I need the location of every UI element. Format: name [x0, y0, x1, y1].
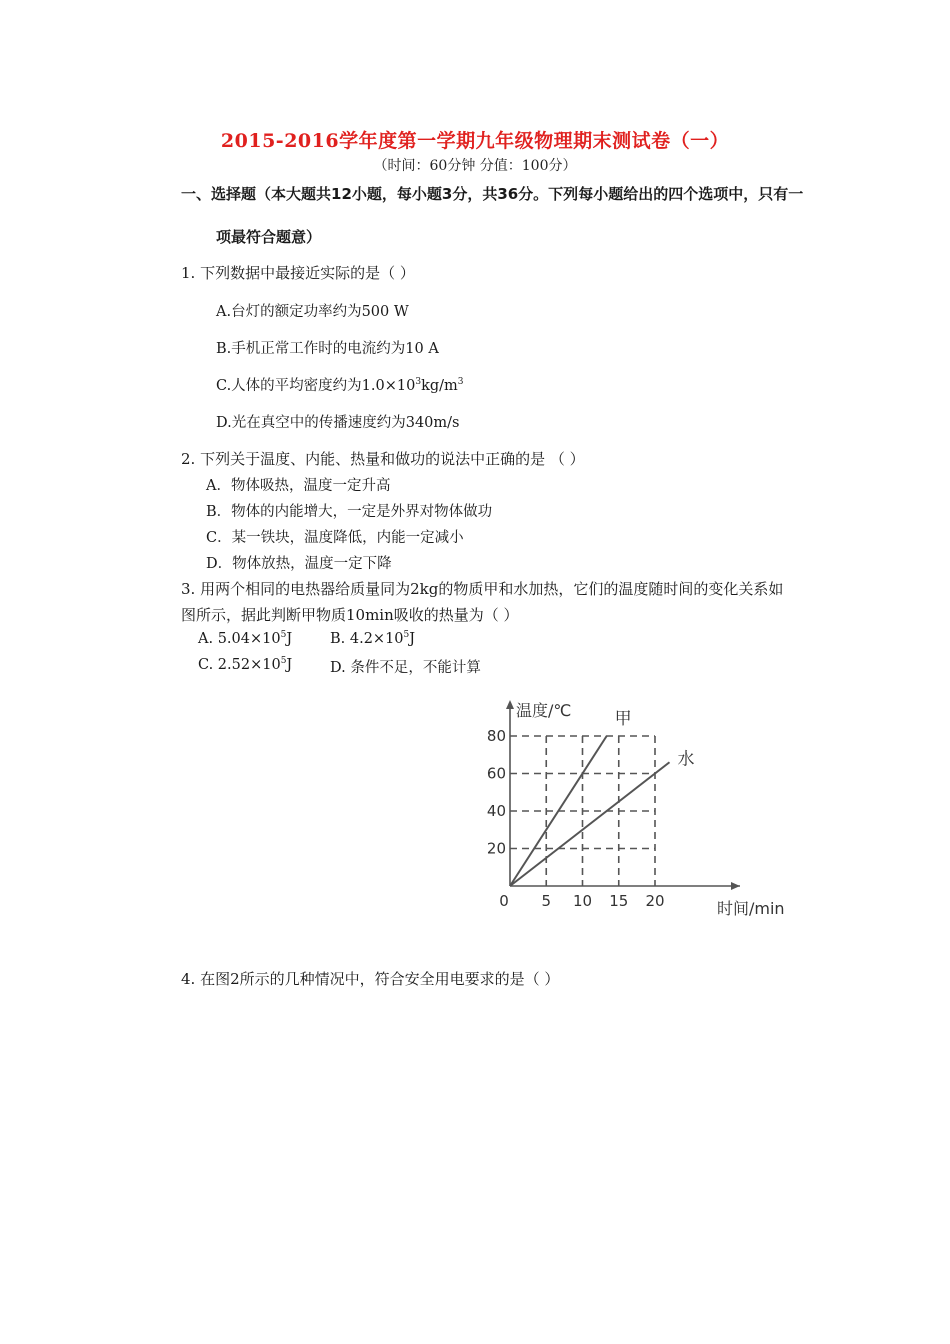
section-heading-line2: 项最符合题意） — [216, 228, 322, 246]
question-2-option-c: C．某一铁块，温度降低，内能一定减小 — [206, 530, 464, 546]
question-2-option-d: D．物体放热，温度一定下降 — [206, 556, 392, 572]
exam-title: 2015-2016学年度第一学期九年级物理期末测试卷（一） — [220, 130, 730, 152]
y-tick-label-0: 20 — [486, 839, 506, 858]
question-2-option-a: A．物体吸热，温度一定升高 — [206, 478, 391, 494]
x-tick-label-2: 10 — [572, 892, 593, 910]
temperature-time-chart — [480, 690, 790, 930]
question-2-stem: 2. 下列关于温度、内能、热量和做功的说法中正确的是 （ ） — [181, 450, 585, 468]
series-label-jia: 甲 — [614, 709, 632, 729]
question-3-stem-line2: 图所示，据此判断甲物质10min吸收的热量为（ ） — [181, 606, 519, 624]
question-1-option-d: D.光在真空中的传播速度约为340m/s — [216, 415, 460, 431]
question-1-option-b: B.手机正常工作时的电流约为10 A — [216, 341, 439, 357]
x-tick-label-3: 15 — [609, 892, 629, 910]
x-tick-label-1: 5 — [541, 892, 552, 910]
question-3-option-b: B. $4.2\times 10^5J$ — [330, 630, 416, 647]
question-4-stem: 4. 在图2所示的几种情况中，符合安全用电要求的是（ ） — [181, 970, 560, 988]
chart-grid — [510, 736, 655, 886]
question-3-option-a: A. $5.04\times 10^5J$ — [198, 630, 293, 647]
exam-subtitle: （时间：60分钟 分值：100分） — [373, 158, 577, 174]
question-3-stem-line1: 3. 用两个相同的电热器给质量同为2kg的物质甲和水加热，它们的温度随时间的变化关系如 — [181, 580, 784, 598]
x-axis-arrow — [731, 882, 740, 890]
y-tick-label-2: 60 — [486, 764, 506, 783]
question-1-stem: 1. 下列数据中最接近实际的是（ ） — [181, 264, 415, 282]
y-axis-arrow — [506, 700, 514, 709]
y-tick-label-3: 80 — [486, 727, 506, 745]
question-3-option-d: D. 条件不足，不能计算 — [330, 660, 481, 676]
question-3-option-c: C. $2.52\times 10^5J$ — [198, 656, 293, 673]
series-label-water: 水 — [677, 749, 695, 770]
question-1-option-a: A.台灯的额定功率约为500 W — [216, 304, 409, 320]
y-tick-label-1: 40 — [486, 802, 506, 820]
section-heading-line1: 一、选择题（本大题共12小题，每小题3分，共36分。下列每小题给出的四个选项中，只有一 — [181, 185, 804, 203]
y-axis-label: 温度/℃ — [516, 701, 572, 720]
x-tick-label-0: 0 — [499, 892, 509, 910]
chart-svg — [480, 690, 790, 930]
question-1-option-c: C.人体的平均密度约为$1.0\times 10^3kg/m^3$ — [216, 377, 464, 394]
series-line-water — [510, 762, 670, 886]
x-axis-label: 时间/min — [717, 899, 785, 918]
question-2-option-b: B．物体的内能增大，一定是外界对物体做功 — [206, 504, 493, 520]
x-tick-label-4: 20 — [645, 892, 665, 910]
